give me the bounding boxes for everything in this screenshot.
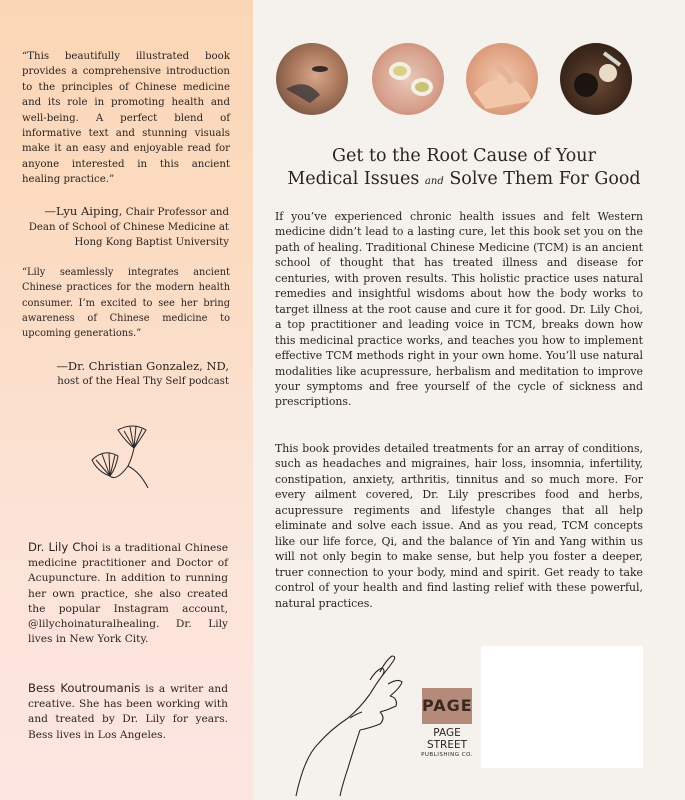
- publisher-mark: PAGE: [422, 688, 472, 724]
- photo-dried-herbs: [560, 43, 632, 115]
- endorser-title-1a: Chair Professor and: [125, 207, 229, 218]
- photo-acupressure-hand: [466, 43, 538, 115]
- endorser-title-1c: Hong Kong Baptist University: [74, 237, 229, 248]
- author-bio-lily-text: is a traditional Chinese medicine practitioner and Doctor of Acupuncture. In addition to running her own practice, she also created the popular Instagram account, @lilychoinaturalhealing. Dr. Lily lives in New York City.: [28, 542, 228, 646]
- endorsement-quote-2: “Lily seamlessly integrates ancient Chinese practices for the modern health consumer. I’m excited to see her bring awareness of Chinese medicine to upcoming generations.”: [22, 267, 230, 340]
- endorsement-attribution-1: [22, 204, 229, 250]
- barcode-area: [481, 646, 643, 768]
- description-paragraph-1: If you’ve experienced chronic health issues and felt Western medicine didn’t lead to a lasting cure, let this book set you on the path of healing. Traditional Chinese Medicine (TCM) is an ancient school of thought that has treated illness and disease for centuries, with proven results. This holistic practice uses natural remedies and insightful wisdoms about how the body works to target illness at the root cause and cure it for good. Dr. Lily Choi, a top practitioner and leading voice in TCM, breaks down how this medicinal practice works, and teaches you how to implement effective TCM methods right in your own home. You’ll use natural modalities like acupressure, herbalism and meditation to improve your symptoms and free yourself of the cycle of sickness and prescriptions.: [275, 210, 643, 409]
- publisher-subtitle: PUBLISHING CO.: [421, 752, 473, 758]
- photo-gua-sha-face: [276, 43, 348, 115]
- hand-illustration-icon: [290, 648, 410, 798]
- endorsement-quote-1: “This beautifully illustrated book provides a comprehensive introduction to the principles of Chinese medicine and its role in promoting health and well-being. A perfect blend of informative text and stunning visuals make it an easy and enjoyable read for anyone interested in this ancient healing practice.”: [22, 51, 230, 186]
- ginkgo-leaf-icon: [88, 422, 168, 492]
- endorser-name-2: —Dr. Christian Gonzalez, ND,: [56, 359, 229, 373]
- endorser-title-2: host of the Heal Thy Self podcast: [57, 376, 229, 387]
- author-name-bess: Bess Koutroumanis: [28, 681, 141, 695]
- heading-line-1: Get to the Root Cause of Your: [332, 146, 596, 166]
- publisher-logo: [420, 688, 474, 758]
- author-bio-bess-text: is a writer and creative. She has been working with and treated by Dr. Lily for years. Bess lives in Los Angeles.: [28, 683, 229, 741]
- section-heading: [268, 145, 660, 193]
- photo-herbal-tea-cups: [372, 43, 444, 115]
- heading-line-2: [268, 168, 660, 193]
- endorsement-attribution-2: [22, 358, 229, 390]
- author-bio-bess: [28, 681, 228, 743]
- heading-line-2b: Solve Them For Good: [449, 169, 641, 189]
- author-bio-lily: [28, 540, 228, 647]
- heading-ampersand: and: [424, 176, 444, 187]
- description-paragraph-2: This book provides detailed treatments for an array of conditions, such as headaches and migraines, hair loss, insomnia, infertility, constipation, anxiety, arthritis, tinnitus and so much more. For every ailment covered, Dr. Lily prescribes food and herbs, acupressure regiments and lifestyle changes that all help eliminate and solve each issue. And as you read, TCM concepts like our life force, Qi, and the balance of Yin and Yang within us will not only begin to make sense, but help you foster a deeper, truer connection to your body, mind and spirit. Get ready to take control of your health and find lasting relief with these powerful, natural practices.: [275, 442, 643, 610]
- endorser-name-1: —Lyu Aiping,: [44, 204, 123, 218]
- author-name-lily: Dr. Lily Choi: [28, 540, 99, 554]
- heading-line-2a: Medical Issues: [287, 169, 420, 189]
- publisher-name: PAGE STREET: [426, 727, 468, 751]
- endorser-title-1b: Dean of School of Chinese Medicine at: [28, 222, 229, 233]
